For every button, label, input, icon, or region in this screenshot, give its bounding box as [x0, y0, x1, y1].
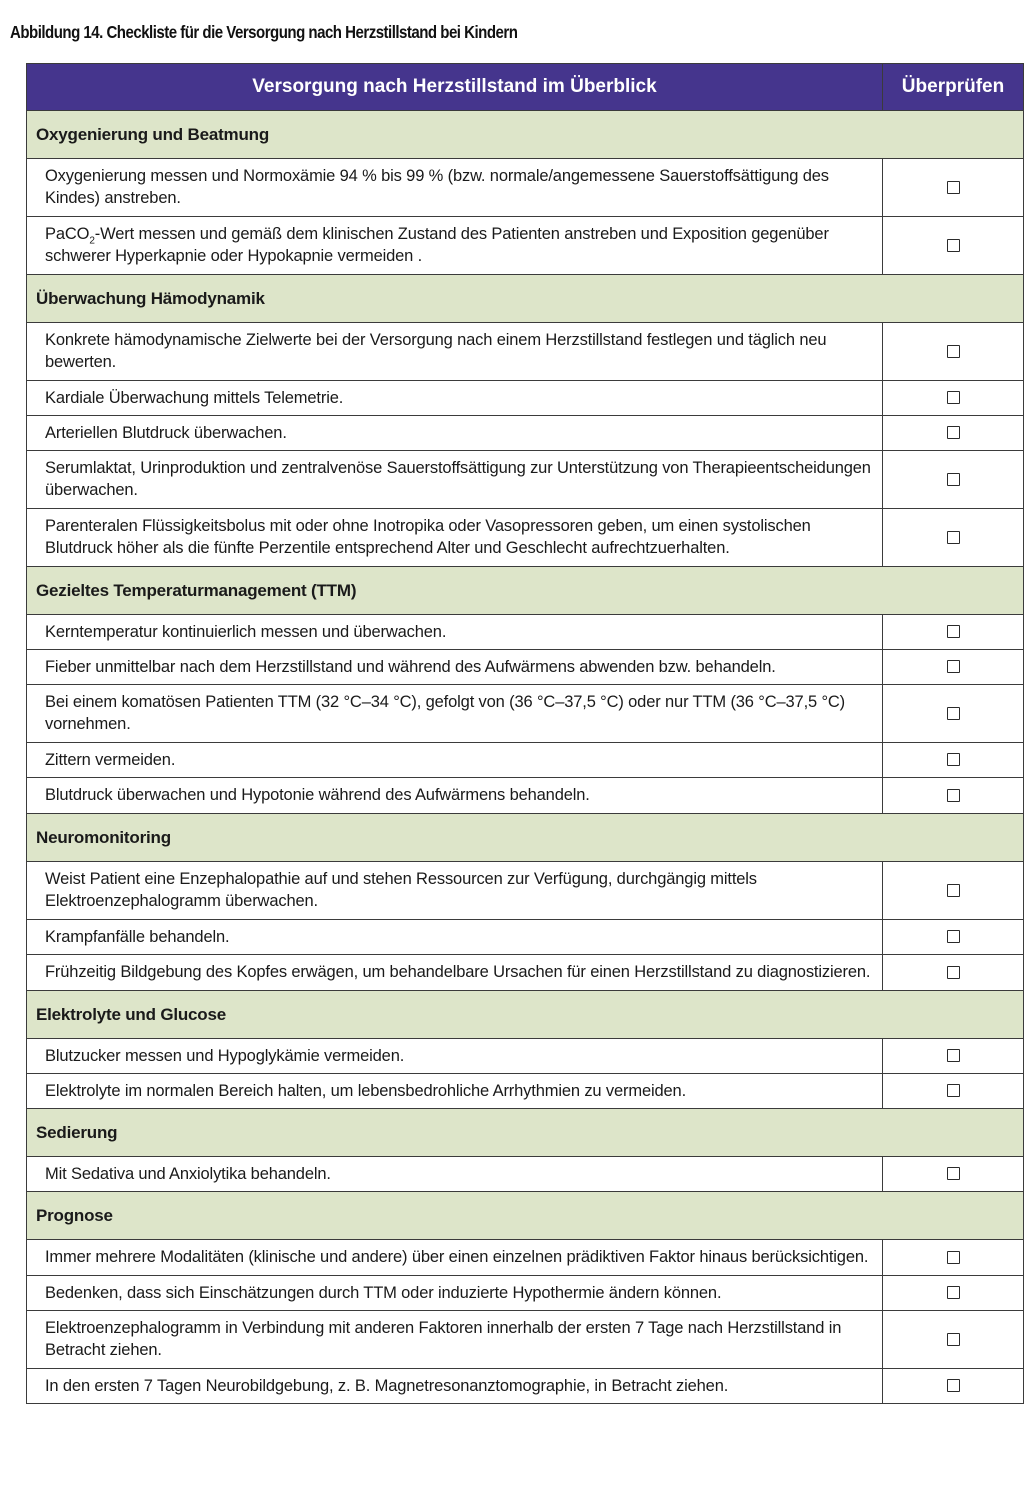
check-cell — [883, 1157, 1024, 1192]
checklist-item — [27, 323, 1024, 381]
checkbox[interactable] — [947, 753, 960, 766]
check-cell — [883, 451, 1024, 509]
section-title: Oxygenierung und Beatmung — [27, 111, 1024, 159]
item-text: Krampfanfälle behandeln. — [27, 920, 883, 955]
checkbox[interactable] — [947, 1251, 960, 1264]
checklist-item — [27, 159, 1024, 217]
checkbox[interactable] — [947, 625, 960, 638]
check-cell — [883, 862, 1024, 920]
item-text: Blutzucker messen und Hypoglykämie vermeiden. — [27, 1039, 883, 1074]
item-text: Kardiale Überwachung mittels Telemetrie. — [27, 381, 883, 416]
check-cell — [883, 323, 1024, 381]
item-text-part: -Wert messen und gemäß dem klinischen Zustand des Patienten anstreben und Exposition gegenüber schwerer Hyperkapnie oder Hypokapnie vermeiden . — [45, 225, 829, 265]
item-text: Immer mehrere Modalitäten (klinische und andere) über einen einzelnen prädiktiven Faktor hinaus berücksichtigen. — [27, 1240, 883, 1276]
item-text: Weist Patient eine Enzephalopathie auf und stehen Ressourcen zur Verfügung, durchgängig mittels Elektroenzephalogramm überwachen. — [27, 862, 883, 920]
check-cell — [883, 1074, 1024, 1109]
checkbox[interactable] — [947, 1333, 960, 1346]
section-row — [27, 1192, 1024, 1240]
checklist-item — [27, 381, 1024, 416]
section-title: Sedierung — [27, 1109, 1024, 1157]
section-row — [27, 814, 1024, 862]
checkbox[interactable] — [947, 391, 960, 404]
section-title: Elektrolyte und Glucose — [27, 991, 1024, 1039]
checklist-item — [27, 1157, 1024, 1192]
item-text-part: PaCO — [45, 225, 90, 243]
item-text: Konkrete hämodynamische Zielwerte bei der Versorgung nach einem Herzstillstand festlegen und täglich neu bewerten. — [27, 323, 883, 381]
checkbox[interactable] — [947, 789, 960, 802]
checklist-item — [27, 1039, 1024, 1074]
checklist-item — [27, 920, 1024, 955]
item-text: Fieber unmittelbar nach dem Herzstillstand und während des Aufwärmens abwenden bzw. behandeln. — [27, 650, 883, 685]
check-cell — [883, 1311, 1024, 1369]
section-title: Neuromonitoring — [27, 814, 1024, 862]
checklist-item — [27, 615, 1024, 650]
check-cell — [883, 955, 1024, 991]
section-row — [27, 567, 1024, 615]
item-text: Arteriellen Blutdruck überwachen. — [27, 416, 883, 451]
checklist-item — [27, 416, 1024, 451]
checkbox[interactable] — [947, 1379, 960, 1392]
check-cell — [883, 920, 1024, 955]
checklist-item — [27, 955, 1024, 991]
checklist-table — [26, 63, 1024, 1404]
section-title: Überwachung Hämodynamik — [27, 275, 1024, 323]
checkbox[interactable] — [947, 1049, 960, 1062]
checklist-body — [27, 111, 1024, 1404]
item-text: Zittern vermeiden. — [27, 743, 883, 778]
section-title: Gezieltes Temperaturmanagement (TTM) — [27, 567, 1024, 615]
checklist-item — [27, 743, 1024, 778]
check-cell — [883, 381, 1024, 416]
check-cell — [883, 650, 1024, 685]
checkbox[interactable] — [947, 884, 960, 897]
checkbox[interactable] — [947, 1084, 960, 1097]
check-cell — [883, 416, 1024, 451]
checkbox[interactable] — [947, 239, 960, 252]
item-text: Serumlaktat, Urinproduktion und zentralvenöse Sauerstoffsättigung zur Unterstützung von Therapieentscheidungen überwachen. — [27, 451, 883, 509]
item-text: Blutdruck überwachen und Hypotonie während des Aufwärmens behandeln. — [27, 778, 883, 814]
checkbox[interactable] — [947, 966, 960, 979]
checklist-item — [27, 451, 1024, 509]
check-cell — [883, 685, 1024, 743]
checklist-item — [27, 1074, 1024, 1109]
check-cell — [883, 615, 1024, 650]
section-title: Prognose — [27, 1192, 1024, 1240]
item-text: Oxygenierung messen und Normoxämie 94 % bis 99 % (bzw. normale/angemessene Sauerstoffsättigung des Kindes) anstreben. — [27, 159, 883, 217]
checklist-item — [27, 1311, 1024, 1369]
figure-caption: Abbildung 14. Checkliste für die Versorgung nach Herzstillstand bei Kindern — [10, 22, 518, 42]
item-text: Mit Sedativa und Anxiolytika behandeln. — [27, 1157, 883, 1192]
table-header-row — [27, 64, 1024, 111]
check-cell — [883, 1240, 1024, 1276]
checkbox[interactable] — [947, 426, 960, 439]
item-text: Bei einem komatösen Patienten TTM (32 °C–34 °C), gefolgt von (36 °C–37,5 °C) oder nur TTM (36 °C–37,5 °C) vornehmen. — [27, 685, 883, 743]
checkbox[interactable] — [947, 707, 960, 720]
check-cell — [883, 159, 1024, 217]
subscript: 2 — [89, 235, 95, 247]
checkbox[interactable] — [947, 345, 960, 358]
check-cell — [883, 217, 1024, 275]
check-cell — [883, 778, 1024, 814]
checklist-item — [27, 1240, 1024, 1276]
checklist-item — [27, 685, 1024, 743]
check-cell — [883, 743, 1024, 778]
checkbox[interactable] — [947, 930, 960, 943]
checkbox[interactable] — [947, 473, 960, 486]
section-row — [27, 275, 1024, 323]
checkbox[interactable] — [947, 660, 960, 673]
check-cell — [883, 1369, 1024, 1404]
item-text: Bedenken, dass sich Einschätzungen durch TTM oder induzierte Hypothermie ändern können. — [27, 1276, 883, 1311]
item-text: Frühzeitig Bildgebung des Kopfes erwägen, um behandelbare Ursachen für einen Herzstillstand zu diagnostizieren. — [27, 955, 883, 991]
checklist-item — [27, 1276, 1024, 1311]
checklist-item — [27, 778, 1024, 814]
checkbox[interactable] — [947, 1286, 960, 1299]
section-row — [27, 991, 1024, 1039]
checklist-item — [27, 862, 1024, 920]
section-row — [27, 111, 1024, 159]
checklist-item — [27, 650, 1024, 685]
check-cell — [883, 1276, 1024, 1311]
checklist-item — [27, 509, 1024, 567]
checklist-item — [27, 1369, 1024, 1404]
check-cell — [883, 509, 1024, 567]
checklist-item — [27, 217, 1024, 275]
section-row — [27, 1109, 1024, 1157]
checkbox[interactable] — [947, 1167, 960, 1180]
item-text: In den ersten 7 Tagen Neurobildgebung, z. B. Magnetresonanztomographie, in Betracht ziehen. — [27, 1369, 883, 1404]
item-text: Elektrolyte im normalen Bereich halten, um lebensbedrohliche Arrhythmien zu vermeiden. — [27, 1074, 883, 1109]
check-cell — [883, 1039, 1024, 1074]
item-text — [27, 217, 883, 275]
header-title: Versorgung nach Herzstillstand im Überblick — [27, 64, 883, 111]
item-text: Elektroenzephalogramm in Verbindung mit anderen Faktoren innerhalb der ersten 7 Tage nach Herzstillstand in Betracht ziehen. — [27, 1311, 883, 1369]
item-text: Kerntemperatur kontinuierlich messen und überwachen. — [27, 615, 883, 650]
header-check-column: Überprüfen — [883, 64, 1024, 111]
checkbox[interactable] — [947, 181, 960, 194]
item-text: Parenteralen Flüssigkeitsbolus mit oder ohne Inotropika oder Vasopressoren geben, um einen systolischen Blutdruck höher als die fünfte Perzentile entsprechend Alter und Geschlecht aufrechtzuerhalten. — [27, 509, 883, 567]
checkbox[interactable] — [947, 531, 960, 544]
